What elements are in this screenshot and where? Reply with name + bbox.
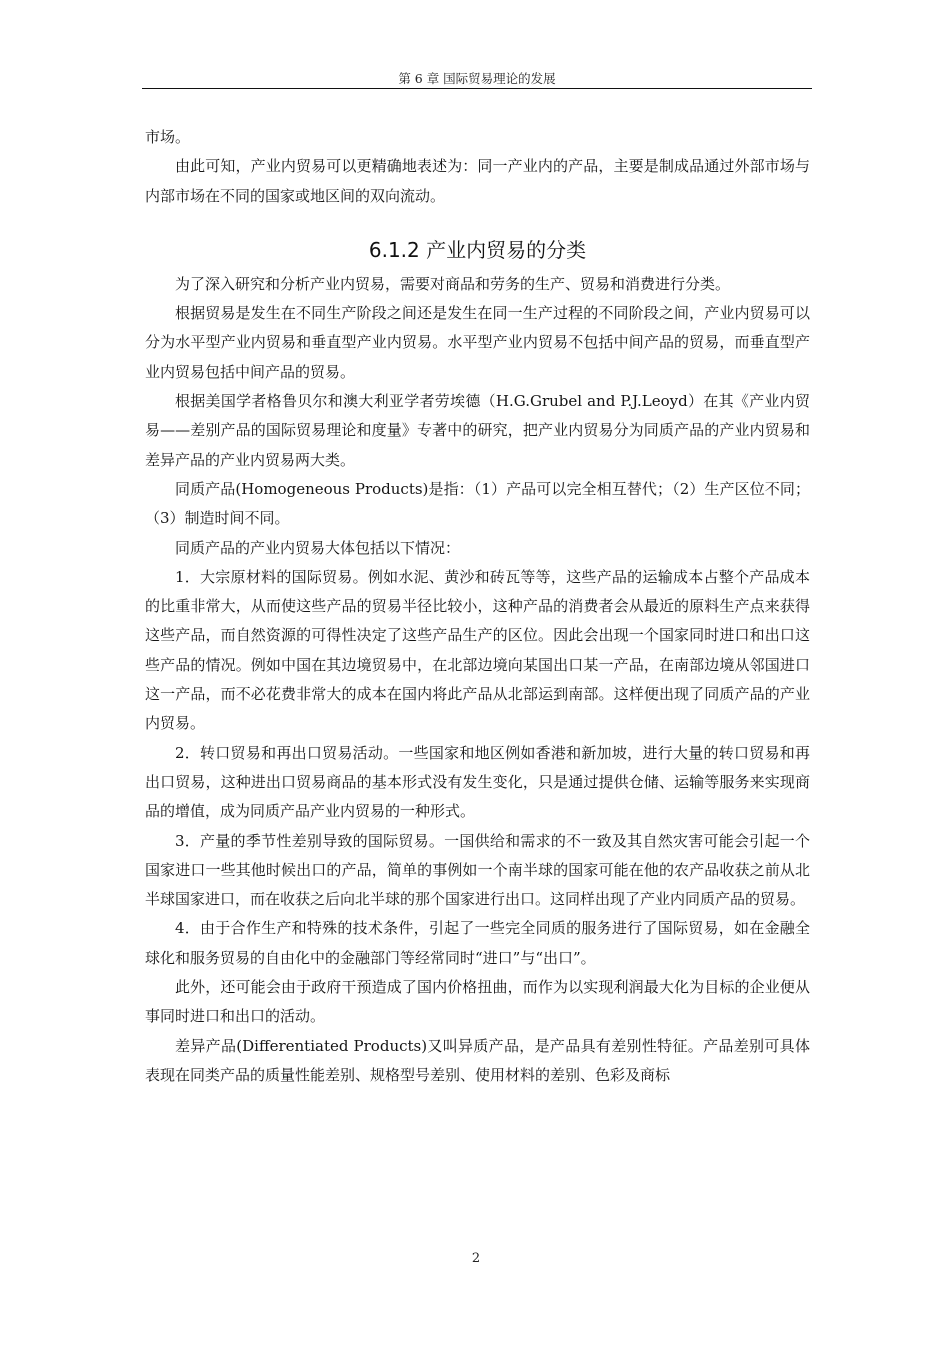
- paragraph-case-2: 2．转口贸易和再出口贸易活动。一些国家和地区例如香港和新加坡，进行大量的转口贸易和再出口贸易，这种进出口贸易商品的基本形式没有发生变化，只是通过提供仓储、运输等服务来实现商品的增值，成为同质产品产业内贸易的一种形式。: [145, 743, 810, 821]
- body-text: [145, 123, 810, 1090]
- paragraph-differentiated: 差异产品(Differentiated Products)又叫异质产品，是产品具有差别性特征。产品差别可具体表现在同类产品的质量性能差别、规格型号差别、使用材料的差别、色彩及商标: [145, 1036, 810, 1084]
- paragraph-homogeneous-cases: 同质产品的产业内贸易大体包括以下情况：: [175, 538, 461, 557]
- paragraph-government: 此外，还可能会由于政府干预造成了国内价格扭曲，而作为以实现利润最大化为目标的企业便从事同时进口和出口的活动。: [145, 978, 810, 1026]
- running-header: 第 6 章 国际贸易理论的发展: [398, 71, 556, 86]
- paragraph-homogeneous-definition: 同质产品(Homogeneous Products)是指：（1）产品可以完全相互替代；（2）生产区位不同；（3）制造时间不同。: [145, 479, 810, 528]
- paragraph-continuation: 市场。: [145, 128, 191, 146]
- paragraph-summary: 由此可知，产业内贸易可以更精确地表述为：同一产业内的产品，主要是制成品通过外部市场与内部市场在不同的国家或地区间的双向流动。: [145, 157, 810, 205]
- section-title: 6.1.2 产业内贸易的分类: [368, 237, 587, 262]
- paragraph-case-3: 3．产量的季节性差别导致的国际贸易。一国供给和需求的不一致及其自然灾害可能会引起一个国家进口一些其他时候出口的产品，简单的事例如一个南半球的国家可能在他的农产品收获之前从北半球国家进口，而在收获之后向北半球的那个国家进行出口。这同样出现了产业内同质产品的贸易。: [145, 831, 810, 909]
- paragraph-case-1: 1．大宗原材料的国际贸易。例如水泥、黄沙和砖瓦等等，这些产品的运输成本占整个产品成本的比重非常大，从而使这些产品的贸易半径比较小，这种产品的消费者会从最近的原料生产点来获得这些产品，而自然资源的可得性决定了这些产品生产的区位。因此会出现一个国家同时进口和出口这些产品的情况。例如中国在其边境贸易中，在北部边境向某国出口某一产品，在南部边境从邻国进口这一产品，而不必花费非常大的成本在国内将此产品从北部运到南部。这样便出现了同质产品的产业内贸易。: [145, 567, 810, 733]
- paragraph-intro: 为了深入研究和分析产业内贸易，需要对商品和劳务的生产、贸易和消费进行分类。: [175, 274, 731, 293]
- header-rule: [142, 88, 812, 89]
- paragraph-case-4: 4．由于合作生产和特殊的技术条件，引起了一些完全同质的服务进行了国际贸易，如在金融全球化和服务贸易的自由化中的金融部门等经常同时“进口”与“出口”。: [145, 919, 810, 967]
- paragraph-grubel-lloyd: 根据美国学者格鲁贝尔和澳大利亚学者劳埃德（H.G.Grubel and P.J.Leoyd）在其《产业内贸易——差别产品的国际贸易理论和度量》专著中的研究，把产业内贸易分为同质产品的产业内贸易和差异产品的产业内贸易两大类。: [145, 392, 810, 469]
- page-number: 2: [471, 1251, 481, 1266]
- paragraph-horizontal-vertical: 根据贸易是发生在不同生产阶段之间还是发生在同一生产过程的不同阶段之间，产业内贸易可以分为水平型产业内贸易和垂直型产业内贸易。水平型产业内贸易不包括中间产品的贸易，而垂直型产业内贸易包括中间产品的贸易。: [145, 304, 810, 381]
